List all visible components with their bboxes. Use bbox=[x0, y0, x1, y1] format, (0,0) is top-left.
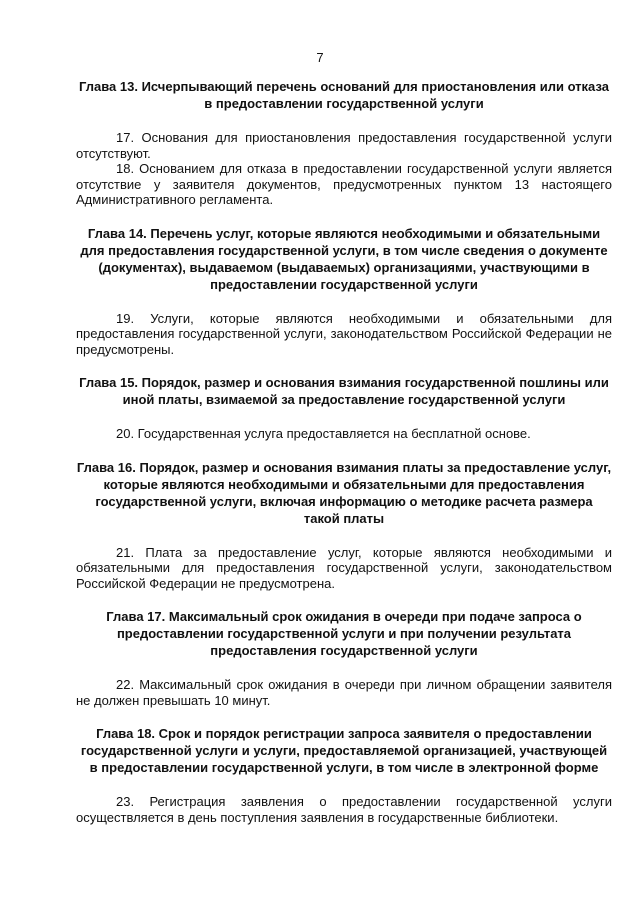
chapter-heading: Глава 13. Исчерпывающий перечень оснований для приостановления или отказа в предоставлении государственной услуги bbox=[79, 79, 609, 111]
section-chapter-18 bbox=[76, 725, 612, 825]
page-number: 7 bbox=[316, 50, 324, 65]
paragraph: 23. Регистрация заявления о предоставлении государственной услуги осуществляется в день поступления заявления в государственные библиотеки. bbox=[76, 794, 612, 825]
paragraph: 17. Основания для приостановления предоставления государственной услуги отсутствуют. bbox=[76, 130, 612, 161]
section-chapter-16 bbox=[76, 459, 612, 592]
chapter-heading: Глава 18. Срок и порядок регистрации запроса заявителя о предоставлении государственной услуги и услуги, предоставляемой организацией, участвующей в предоставлении государственной услуги, в том числе в электронной форме bbox=[80, 726, 608, 775]
chapter-heading: Глава 15. Порядок, размер и основания взимания государственной пошлины или иной платы, взимаемой за предоставление государственной услуги bbox=[79, 375, 609, 407]
paragraph: 21. Плата за предоставление услуг, которые являются необходимыми и обязательными для предоставления государственной услуги, законодательством Российской Федерации не предусмотрена. bbox=[76, 544, 612, 591]
chapter-heading: Глава 16. Порядок, размер и основания взимания платы за предоставление услуг, которые являются необходимыми и обязательными для предоставления государственной услуги, включая информацию о методике расчета размера такой платы bbox=[76, 459, 612, 526]
section-chapter-17 bbox=[76, 608, 612, 708]
section-chapter-14 bbox=[76, 225, 612, 358]
paragraph: 19. Услуги, которые являются необходимыми и обязательными для предоставления государственной услуги, законодательством Российской Федерации не предусмотрены. bbox=[76, 310, 612, 357]
section-chapter-13 bbox=[76, 78, 612, 208]
section-chapter-15 bbox=[76, 374, 612, 442]
document-body bbox=[76, 78, 612, 825]
chapter-heading: Глава 17. Максимальный срок ожидания в очереди при подаче запроса о предоставлении государственной услуги и при получении результата предоставления государственной услуги bbox=[106, 609, 582, 658]
chapter-heading: Глава 14. Перечень услуг, которые являются необходимыми и обязательными для предоставления государственной услуги, в том числе сведения о документе (документах), выдаваемом (выдаваемых) организациями, участвующими в предоставлении государственной услуги bbox=[80, 225, 608, 292]
paragraph: 18. Основанием для отказа в предоставлении государственной услуги является отсутствие у заявителя документов, предусмотренных пунктом 13 настоящего Административного регламента. bbox=[76, 161, 612, 207]
paragraph: 20. Государственная услуга предоставляется на бесплатной основе. bbox=[116, 426, 531, 441]
paragraph: 22. Максимальный срок ожидания в очереди при личном обращении заявителя не должен превышать 10 минут. bbox=[76, 677, 612, 708]
